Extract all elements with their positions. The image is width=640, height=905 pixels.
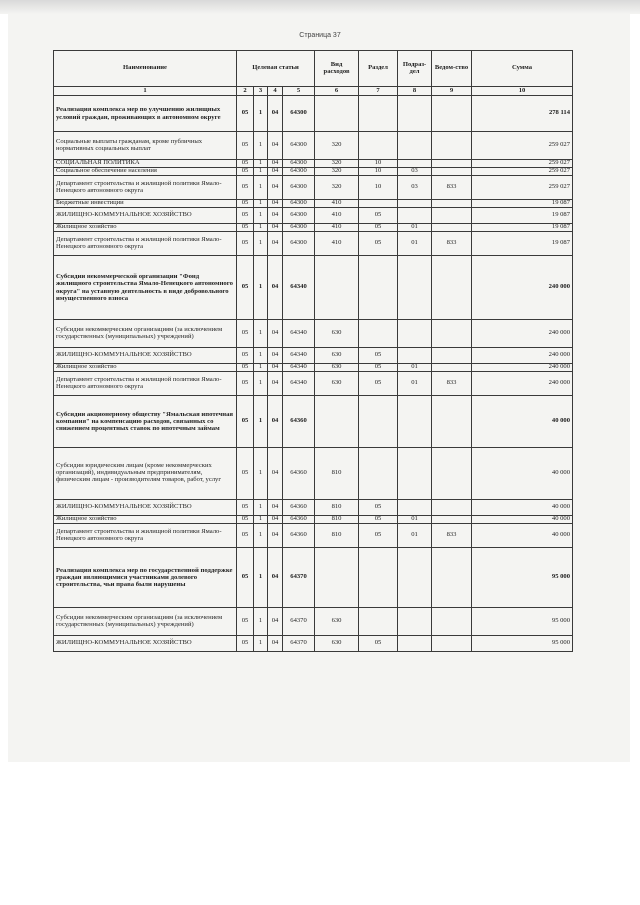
cell-direction: 64340 [283,348,315,364]
cell-subprogram: 1 [254,320,268,348]
cell-direction: 64300 [283,232,315,256]
cell-section [359,448,398,500]
cell-subprogram: 1 [254,176,268,200]
cell-amount: 19 087 [472,208,573,224]
cell-subsection [398,132,432,160]
cell-amount: 40 000 [472,500,573,516]
cell-expense-type: 410 [315,224,359,232]
cell-subsection [398,348,432,364]
cell-name: Департамент строительства и жилищной политики Ямало-Ненецкого автономного округа [54,232,237,256]
table-row [54,232,573,256]
cell-section: 05 [359,224,398,232]
cell-name: Субсидии некоммерческим организациям (за исключением государственных (муниципальных) учреждений) [54,320,237,348]
table-row [54,524,573,548]
cell-main-activity: 04 [268,372,283,396]
cell-direction: 64370 [283,636,315,652]
cell-subprogram: 1 [254,208,268,224]
cell-department [432,608,472,636]
cell-program: 05 [237,500,254,516]
cell-section: 10 [359,168,398,176]
cell-expense-type: 410 [315,200,359,208]
cell-department [432,516,472,524]
cell-subprogram: 1 [254,168,268,176]
cell-name: Жилищное хозяйство [54,224,237,232]
cell-direction: 64360 [283,516,315,524]
cell-program: 05 [237,448,254,500]
cell-program: 05 [237,548,254,608]
cell-department [432,224,472,232]
table-row [54,96,573,132]
cell-program: 05 [237,232,254,256]
cell-subsection: 01 [398,364,432,372]
page-number: Страница 37 [299,32,341,39]
cell-subsection [398,608,432,636]
cell-amount: 19 087 [472,200,573,208]
cell-direction: 64300 [283,176,315,200]
cell-expense-type: 320 [315,176,359,200]
cell-subprogram: 1 [254,232,268,256]
cell-subsection: 01 [398,372,432,396]
table-row [54,636,573,652]
cell-program: 05 [237,200,254,208]
cell-amount: 95 000 [472,608,573,636]
cell-amount: 95 000 [472,636,573,652]
cell-department [432,320,472,348]
cell-expense-type: 630 [315,364,359,372]
table-row [54,256,573,320]
column-number-row [54,87,573,96]
cell-department [432,548,472,608]
header-section: Раздел [359,51,398,87]
cell-main-activity: 04 [268,176,283,200]
column-number: 10 [472,87,573,96]
header-department: Ведом-ство [432,51,472,87]
cell-expense-type: 810 [315,516,359,524]
cell-section: 05 [359,232,398,256]
table-row [54,224,573,232]
cell-department [432,160,472,168]
cell-expense-type: 810 [315,524,359,548]
cell-direction: 64300 [283,132,315,160]
cell-amount: 240 000 [472,256,573,320]
table-row [54,516,573,524]
table-row [54,168,573,176]
cell-program: 05 [237,224,254,232]
cell-amount: 95 000 [472,548,573,608]
cell-section: 05 [359,364,398,372]
cell-amount: 259 027 [472,160,573,168]
cell-section [359,96,398,132]
cell-program: 05 [237,396,254,448]
cell-name: Жилищное хозяйство [54,364,237,372]
cell-subsection [398,636,432,652]
cell-expense-type: 320 [315,168,359,176]
cell-expense-type [315,96,359,132]
cell-subprogram: 1 [254,608,268,636]
scan-edge-shadow [0,0,640,14]
cell-name: Социальное обеспечение населения [54,168,237,176]
cell-amount: 40 000 [472,448,573,500]
header-subsection: Подраз-дел [398,51,432,87]
cell-amount: 240 000 [472,364,573,372]
column-number: 8 [398,87,432,96]
table-row [54,200,573,208]
cell-expense-type [315,548,359,608]
cell-program: 05 [237,636,254,652]
cell-direction: 64300 [283,96,315,132]
cell-section: 05 [359,636,398,652]
cell-main-activity: 04 [268,348,283,364]
cell-department: 833 [432,176,472,200]
cell-department [432,348,472,364]
cell-department [432,396,472,448]
cell-department [432,208,472,224]
header-name: Наименование [54,51,237,87]
cell-expense-type: 630 [315,348,359,364]
column-number: 3 [254,87,268,96]
cell-direction: 64360 [283,500,315,516]
cell-main-activity: 04 [268,636,283,652]
cell-expense-type: 410 [315,232,359,256]
cell-main-activity: 04 [268,448,283,500]
cell-name: ЖИЛИЩНО-КОММУНАЛЬНОЕ ХОЗЯЙСТВО [54,208,237,224]
cell-expense-type: 810 [315,448,359,500]
table-row [54,396,573,448]
cell-program: 05 [237,524,254,548]
table-row [54,548,573,608]
cell-program: 05 [237,208,254,224]
cell-subprogram: 1 [254,396,268,448]
cell-subsection [398,200,432,208]
cell-expense-type: 630 [315,636,359,652]
table-row [54,176,573,200]
cell-amount: 259 027 [472,132,573,160]
column-number: 2 [237,87,254,96]
cell-subprogram: 1 [254,200,268,208]
cell-section [359,200,398,208]
cell-program: 05 [237,348,254,364]
cell-main-activity: 04 [268,320,283,348]
cell-subsection: 01 [398,224,432,232]
cell-main-activity: 04 [268,160,283,168]
cell-subsection: 01 [398,232,432,256]
cell-expense-type: 320 [315,132,359,160]
cell-direction: 64370 [283,548,315,608]
cell-name: Социальные выплаты гражданам, кроме публичных нормативных социальных выплат [54,132,237,160]
cell-expense-type: 630 [315,320,359,348]
table-row [54,372,573,396]
cell-amount: 40 000 [472,396,573,448]
cell-department: 833 [432,232,472,256]
cell-amount: 19 087 [472,232,573,256]
cell-name: Департамент строительства и жилищной политики Ямало-Ненецкого автономного округа [54,372,237,396]
cell-expense-type: 810 [315,500,359,516]
cell-main-activity: 04 [268,524,283,548]
cell-main-activity: 04 [268,96,283,132]
cell-subprogram: 1 [254,348,268,364]
cell-subsection: 01 [398,524,432,548]
cell-section [359,132,398,160]
cell-department [432,500,472,516]
cell-name: ЖИЛИЩНО-КОММУНАЛЬНОЕ ХОЗЯЙСТВО [54,636,237,652]
budget-table [53,50,573,652]
cell-name: Бюджетные инвестиции [54,200,237,208]
cell-subsection [398,548,432,608]
cell-department [432,96,472,132]
cell-subprogram: 1 [254,448,268,500]
cell-subprogram: 1 [254,548,268,608]
cell-section [359,320,398,348]
column-number: 9 [432,87,472,96]
cell-subsection [398,448,432,500]
cell-amount: 40 000 [472,524,573,548]
cell-direction: 64300 [283,208,315,224]
cell-name: Субсидии акционерному обществу "Ямальская ипотечная компания" на компенсацию расходов, связанных со снижением процентных ставок по ипотечным займам [54,396,237,448]
cell-subsection [398,96,432,132]
cell-subsection: 03 [398,168,432,176]
cell-program: 05 [237,96,254,132]
cell-subsection: 01 [398,516,432,524]
cell-expense-type: 630 [315,372,359,396]
cell-subprogram: 1 [254,636,268,652]
column-number: 5 [283,87,315,96]
cell-name: Реализация комплекса мер по государственной поддержке граждан являющимися участниками долевого строительства, чьи права были нарушены [54,548,237,608]
cell-section: 05 [359,372,398,396]
cell-amount: 240 000 [472,348,573,364]
cell-section: 05 [359,208,398,224]
cell-program: 05 [237,608,254,636]
cell-program: 05 [237,176,254,200]
cell-subprogram: 1 [254,500,268,516]
cell-department [432,256,472,320]
table-row [54,448,573,500]
table-row [54,348,573,364]
cell-main-activity: 04 [268,608,283,636]
cell-direction: 64360 [283,448,315,500]
cell-subprogram: 1 [254,132,268,160]
cell-main-activity: 04 [268,500,283,516]
cell-department [432,200,472,208]
cell-name: СОЦИАЛЬНАЯ ПОЛИТИКА [54,160,237,168]
cell-expense-type [315,396,359,448]
cell-subprogram: 1 [254,364,268,372]
cell-program: 05 [237,320,254,348]
cell-amount: 240 000 [472,372,573,396]
cell-subsection [398,208,432,224]
header-amount: Сумма [472,51,573,87]
cell-main-activity: 04 [268,396,283,448]
cell-subsection [398,256,432,320]
cell-expense-type [315,256,359,320]
cell-name: Департамент строительства и жилищной политики Ямало-Ненецкого автономного округа [54,524,237,548]
cell-name: Субсидии некоммерческим организациям (за исключением государственных (муниципальных) учреждений) [54,608,237,636]
cell-main-activity: 04 [268,256,283,320]
cell-subprogram: 1 [254,224,268,232]
cell-direction: 64300 [283,168,315,176]
cell-subprogram: 1 [254,524,268,548]
cell-program: 05 [237,160,254,168]
header-target: Целевая статьи [237,51,315,87]
cell-name: ЖИЛИЩНО-КОММУНАЛЬНОЕ ХОЗЯЙСТВО [54,348,237,364]
cell-subprogram: 1 [254,516,268,524]
cell-program: 05 [237,372,254,396]
cell-expense-type: 630 [315,608,359,636]
table-row [54,364,573,372]
cell-program: 05 [237,364,254,372]
cell-section: 05 [359,348,398,364]
table-row [54,320,573,348]
cell-direction: 64300 [283,224,315,232]
cell-section: 10 [359,176,398,200]
cell-subsection [398,500,432,516]
cell-section [359,256,398,320]
cell-subsection: 03 [398,176,432,200]
cell-amount: 240 000 [472,320,573,348]
cell-section: 05 [359,524,398,548]
cell-main-activity: 04 [268,168,283,176]
cell-department [432,168,472,176]
table-body [54,96,573,652]
cell-main-activity: 04 [268,232,283,256]
cell-name: Реализация комплекса мер по улучшению жилищных условий граждан, проживающих в автономном округе [54,96,237,132]
cell-direction: 64370 [283,608,315,636]
header-expense-type: Вид расходов [315,51,359,87]
cell-amount: 278 114 [472,96,573,132]
cell-program: 05 [237,256,254,320]
cell-name: Субсидии некоммерческой организации "Фонд жилищного строительства Ямало-Ненецкого автономного округа" на уставную деятельность в виде добровольного имущественного взноса [54,256,237,320]
cell-direction: 64340 [283,364,315,372]
cell-expense-type: 320 [315,160,359,168]
cell-department: 833 [432,524,472,548]
header-row [54,51,573,87]
cell-name: ЖИЛИЩНО-КОММУНАЛЬНОЕ ХОЗЯЙСТВО [54,500,237,516]
cell-program: 05 [237,516,254,524]
column-number: 7 [359,87,398,96]
cell-department [432,132,472,160]
cell-name: Субсидии юридическим лицам (кроме некоммерческих организаций), индивидуальным предпринимателям, физическим лицам - производителям товаров, работ, услуг [54,448,237,500]
cell-name: Жилищное хозяйство [54,516,237,524]
cell-amount: 19 087 [472,224,573,232]
cell-department: 833 [432,372,472,396]
cell-section: 05 [359,500,398,516]
cell-section [359,548,398,608]
cell-direction: 64300 [283,200,315,208]
cell-expense-type: 410 [315,208,359,224]
cell-department [432,364,472,372]
table-row [54,132,573,160]
cell-direction: 64360 [283,396,315,448]
cell-subsection [398,320,432,348]
cell-amount: 40 000 [472,516,573,524]
cell-main-activity: 04 [268,200,283,208]
cell-direction: 64300 [283,160,315,168]
cell-amount: 259 027 [472,168,573,176]
column-number: 1 [54,87,237,96]
column-number: 4 [268,87,283,96]
cell-subprogram: 1 [254,256,268,320]
cell-department [432,448,472,500]
cell-subprogram: 1 [254,372,268,396]
cell-name: Департамент строительства и жилищной политики Ямало-Ненецкого автономного округа [54,176,237,200]
cell-direction: 64360 [283,524,315,548]
cell-section [359,608,398,636]
table-row [54,208,573,224]
cell-direction: 64340 [283,320,315,348]
cell-program: 05 [237,132,254,160]
cell-main-activity: 04 [268,132,283,160]
cell-main-activity: 04 [268,208,283,224]
cell-main-activity: 04 [268,516,283,524]
cell-direction: 64340 [283,372,315,396]
cell-amount: 259 027 [472,176,573,200]
cell-main-activity: 04 [268,224,283,232]
cell-subprogram: 1 [254,96,268,132]
column-number: 6 [315,87,359,96]
cell-subsection [398,396,432,448]
table-row [54,500,573,516]
cell-department [432,636,472,652]
cell-section: 05 [359,516,398,524]
cell-program: 05 [237,168,254,176]
cell-section: 10 [359,160,398,168]
cell-subprogram: 1 [254,160,268,168]
table-row [54,608,573,636]
cell-section [359,396,398,448]
cell-main-activity: 04 [268,364,283,372]
cell-main-activity: 04 [268,548,283,608]
cell-direction: 64340 [283,256,315,320]
